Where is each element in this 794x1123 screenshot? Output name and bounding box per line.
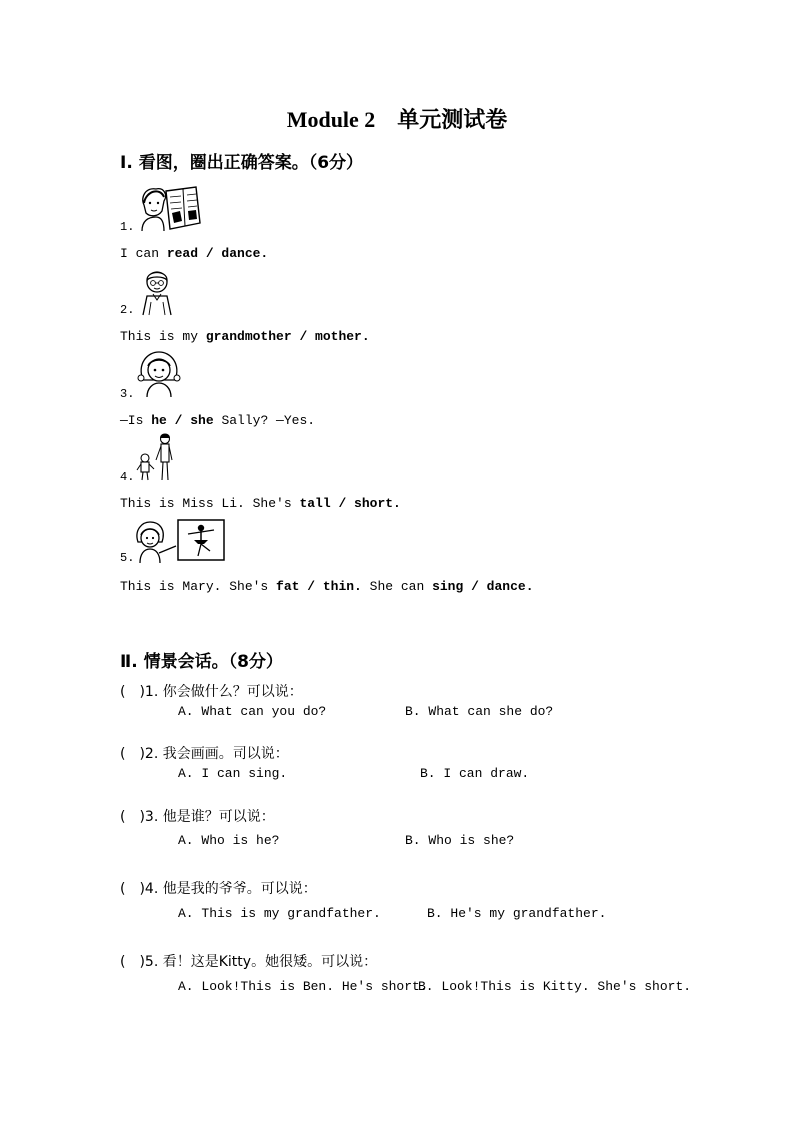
question-5-option-b: B. Look!This is Kitty. She's short. [418,979,692,994]
section-2-heading: Ⅱ. 情景会话。（8分） [120,652,283,672]
item-3-text: —Is [120,413,152,428]
question-1: ( )1. 你会做什么？可以说： [120,684,303,700]
item-2-sentence [120,329,370,344]
page-title: Module 2 单元测试卷 [286,107,508,132]
question-2: ( )2. 我会画画。司以说： [120,746,289,762]
item-5-choice-1: fat / thin. [276,579,362,594]
item-2-text: This is my [120,329,206,344]
question-4: ( )4. 他是我的爷爷。可以说： [120,881,317,897]
item-5-sentence [120,579,534,594]
item-3-text-end: Sally? —Yes. [213,413,316,428]
item-4-number: 4. [120,470,135,484]
question-3-option-b: B. Who is she? [405,833,515,848]
item-4-choice: tall / short. [299,496,401,511]
question-3-option-a: A. Who is he? [178,833,280,848]
item-3-choice: he / she [151,413,214,428]
item-5-choice-2: sing / dance. [432,579,534,594]
question-4-option-a: A. This is my grandfather. [178,906,381,921]
question-1-option-a: A. What can you do? [178,704,327,719]
item-3-number: 3. [120,387,135,401]
item-3-sentence [120,413,315,428]
item-5-number: 5. [120,551,135,565]
boy-reading-picture [136,183,202,233]
question-4-option-b: B. He's my grandfather. [427,906,607,921]
item-1-choice: read / dance. [166,246,269,261]
girl-pointing-dancer-picture [134,518,228,564]
item-1-number: 1. [120,220,135,234]
section-1-heading: Ⅰ. 看图，圈出正确答案。（6分） [120,153,364,173]
question-3: ( )3. 他是谁？可以说： [120,809,275,825]
question-5: ( )5. 看！这是Kitty。她很矮。可以说： [120,954,378,970]
item-4-sentence [120,496,401,511]
item-5-text: This is Mary. She's [120,579,277,594]
girl-picture [135,350,183,398]
item-2-choice: grandmother / mother. [205,329,370,344]
item-2-number: 2. [120,303,135,317]
item-1-text: I can [120,246,167,261]
item-1-sentence [120,246,268,261]
item-4-text: This is Miss Li. She's [120,496,300,511]
question-1-option-b: B. What can she do? [405,704,554,719]
item-5-text-mid: She can [361,579,433,594]
question-5-option-a: A. Look!This is Ben. He's short. [178,979,428,994]
question-2-option-a: A. I can sing. [178,766,288,781]
grandmother-picture [137,268,177,316]
tall-and-short-people-picture [135,432,177,482]
question-2-option-b: B. I can draw. [420,766,530,781]
